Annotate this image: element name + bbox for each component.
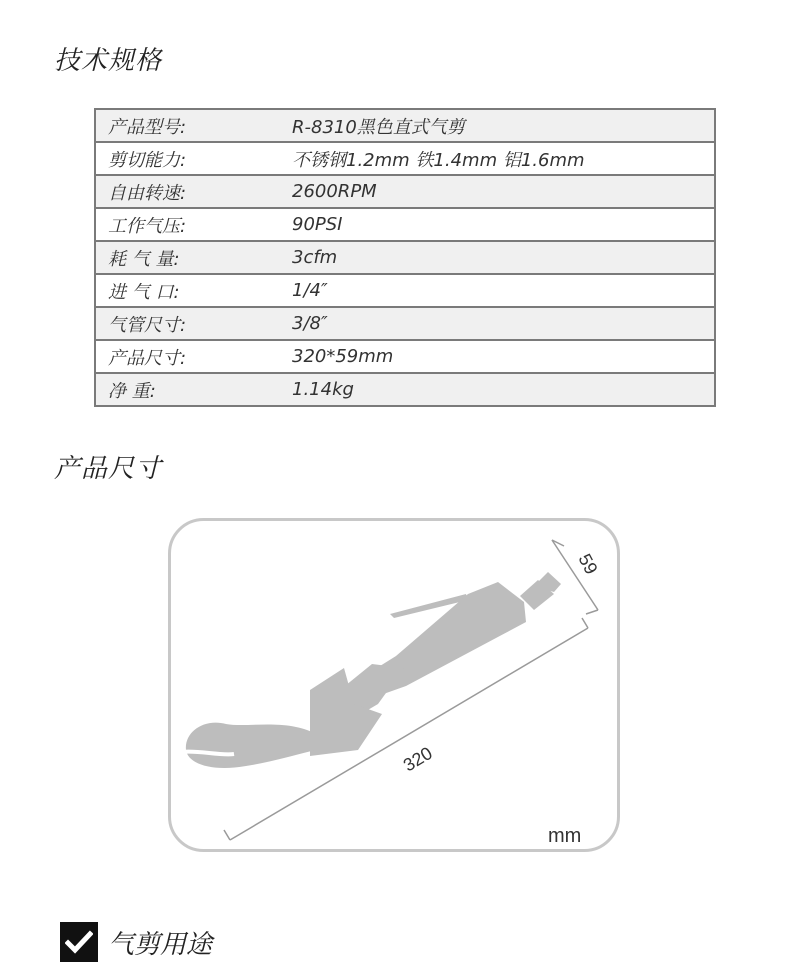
- spec-label: 剪切能力:: [95, 142, 280, 175]
- table-row: [95, 307, 715, 340]
- spec-value: 90PSI: [280, 208, 715, 241]
- size-section-title: 产品尺寸: [54, 454, 163, 484]
- spec-value: 2600RPM: [280, 175, 715, 208]
- table-row: [95, 175, 715, 208]
- spec-label: 耗 气 量:: [95, 241, 280, 274]
- dimension-diagram: [168, 518, 620, 852]
- spec-label: 进 气 口:: [95, 274, 280, 307]
- spec-label: 产品尺寸:: [95, 340, 280, 373]
- spec-label: 净 重:: [95, 373, 280, 406]
- table-row: [95, 274, 715, 307]
- spec-value: 1.14kg: [280, 373, 715, 406]
- spec-value: 3/8″: [280, 307, 715, 340]
- table-row: [95, 373, 715, 406]
- spec-value: 不锈钢1.2mm 铁1.4mm 铝1.6mm: [280, 142, 715, 175]
- spec-value: R-8310黑色直式气剪: [280, 109, 715, 142]
- spec-value: 320*59mm: [280, 340, 715, 373]
- spec-label: 气管尺寸:: [95, 307, 280, 340]
- spec-value: 1/4″: [280, 274, 715, 307]
- table-row: [95, 109, 715, 142]
- table-row: [95, 241, 715, 274]
- spec-section-title: 技术规格: [54, 46, 163, 76]
- usage-section-heading: [60, 922, 212, 962]
- table-row: [95, 340, 715, 373]
- table-row: [95, 208, 715, 241]
- spec-label: 产品型号:: [95, 109, 280, 142]
- unit-label: mm: [548, 825, 582, 847]
- spec-value: 3cfm: [280, 241, 715, 274]
- width-dimension-label: 59: [574, 550, 602, 578]
- checkmark-icon: [60, 922, 98, 962]
- spec-label: 工作气压:: [95, 208, 280, 241]
- usage-section-title: 气剪用途: [108, 929, 213, 960]
- length-dimension-label: 320: [399, 742, 436, 776]
- spec-label: 自由转速:: [95, 175, 280, 208]
- table-row: [95, 142, 715, 175]
- spec-table: [94, 108, 716, 407]
